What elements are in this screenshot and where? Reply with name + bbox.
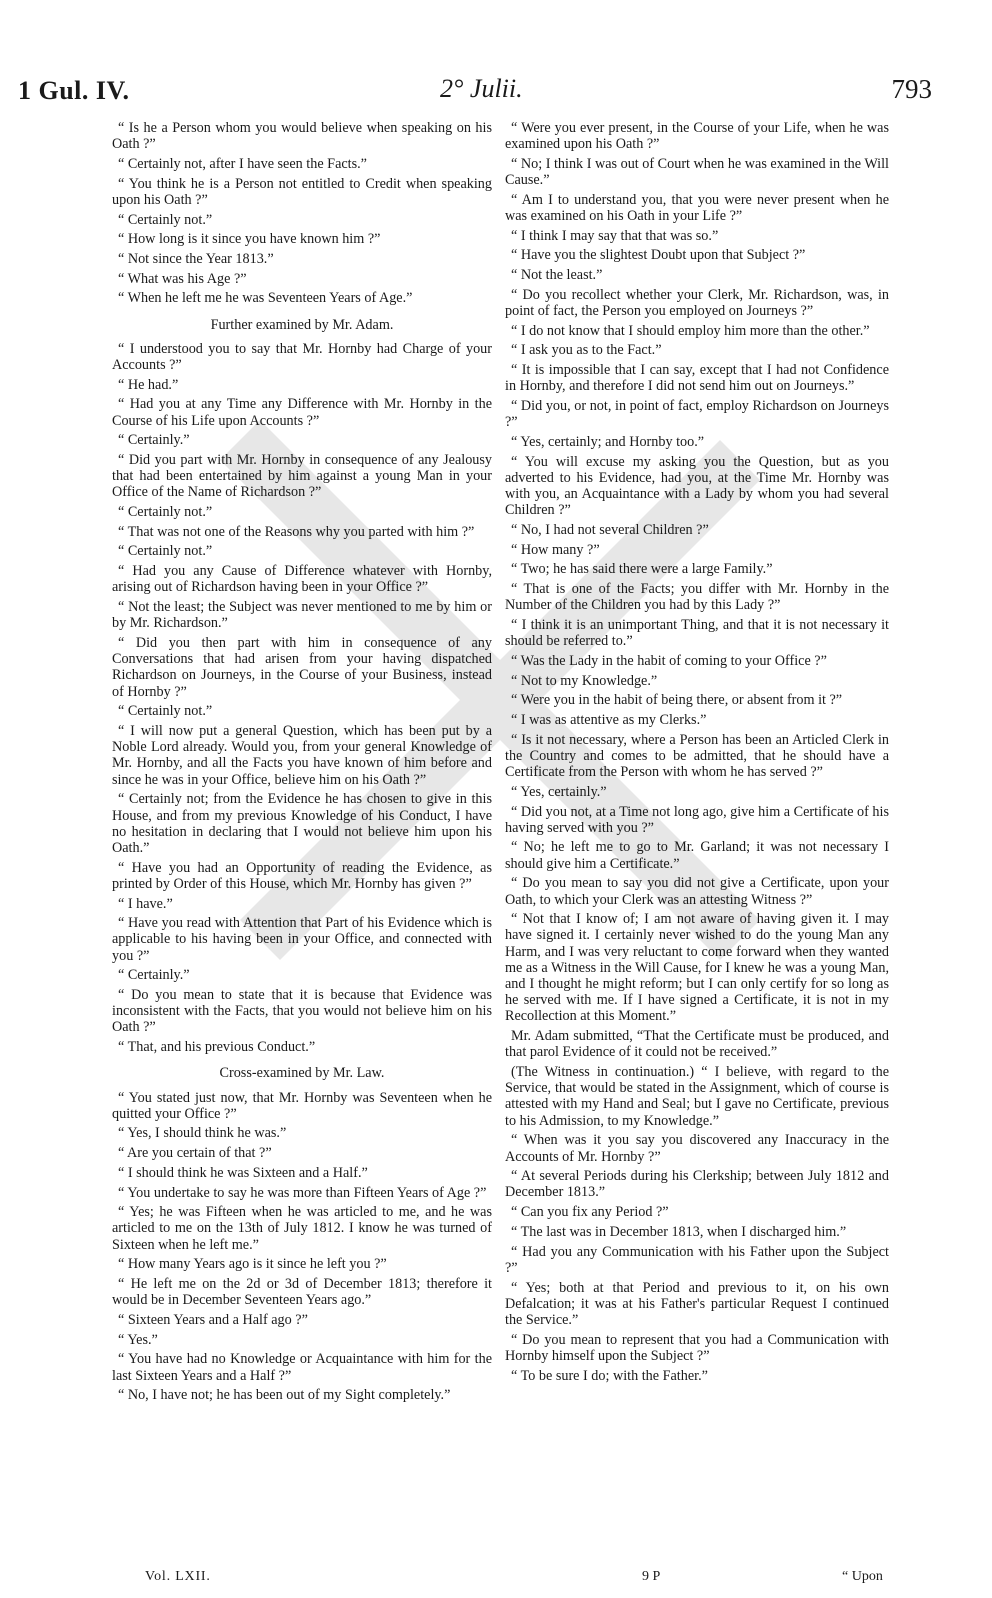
paragraph: “ Not the least; the Subject was never mentioned to me by him or by Mr. Richardson.” — [112, 599, 492, 632]
paragraph: “ He had.” — [118, 376, 179, 393]
paragraph: “ I have.” — [118, 895, 173, 912]
paragraph: “ I think it is an unimportant Thing, and that it is not necessary it should be referred to.” — [505, 616, 889, 650]
paragraph: “ No; I think I was out of Court when he was examined in the Will Cause.” — [505, 155, 889, 189]
paragraph: “ That is one of the Facts; you differ with Mr. Hornby in the Number of the Children you had by this Lady ?” — [505, 581, 889, 614]
paragraph: “ Certainly not, after I have seen the Facts.” — [118, 155, 367, 172]
paragraph: “ Certainly not.” — [118, 703, 213, 720]
paragraph: “ Was the Lady in the habit of coming to your Office ?” — [511, 652, 827, 669]
paragraph: “ Yes.” — [118, 1331, 158, 1348]
paragraph: “ Certainly not.” — [118, 504, 213, 521]
paragraph: “ It is impossible that I can say, except that I had not Confidence in Hornby, and therefore I did not send him out on Journeys.” — [505, 362, 889, 395]
paragraph: “ You undertake to say he was more than Fifteen Years of Age ?” — [118, 1184, 487, 1201]
paragraph: “ I should think he was Sixteen and a Half.” — [118, 1164, 368, 1181]
paragraph: “ Certainly not.” — [118, 211, 213, 228]
page-number: 793 — [891, 74, 932, 104]
paragraph: “ Not the least.” — [511, 267, 603, 284]
paragraph: “ Certainly not; from the Evidence he has chosen to give in this House, and from my previous Knowledge of his Conduct, I have no hesitation in declaring that I would not believe him upon his Oath.” — [112, 791, 492, 856]
paragraph: “ Had you at any Time any Difference with Mr. Hornby in the Course of his Life upon Accounts ?” — [112, 396, 492, 429]
paragraph: “ Do you recollect whether your Clerk, Mr. Richardson, was, in point of fact, the Person you employed on Journeys ?” — [505, 286, 889, 320]
paragraph: “ Is it not necessary, where a Person has been an Articled Clerk in the Country and comes to be admitted, that he should have a Certificate from the Person with whom he has served ?” — [505, 731, 889, 781]
paragraph: “ Are you certain of that ?” — [118, 1145, 272, 1162]
paragraph: “ I understood you to say that Mr. Hornby had Charge of your Accounts ?” — [112, 340, 492, 373]
paragraph: “ I ask you as to the Fact.” — [511, 342, 662, 359]
paragraph: “ I do not know that I should employ him more than the other.” — [511, 322, 870, 339]
paragraph: “ Certainly.” — [118, 432, 190, 449]
footer-signature: 9 P — [642, 1569, 661, 1584]
paragraph: “ To be sure I do; with the Father.” — [511, 1367, 708, 1384]
paragraph: “ No, I have not; he has been out of my Sight completely.” — [118, 1387, 451, 1404]
header-date: 2° Julii. — [440, 74, 523, 103]
paragraph: “ Yes, certainly; and Hornby too.” — [511, 433, 705, 450]
paragraph: “ What was his Age ?” — [118, 270, 247, 287]
paragraph: “ You will excuse my asking you the Question, but as you adverted to his Evidence, had you, at the Time Mr. Hornby was with you, an Acquaintance with a Lady by whom you had several Children ?” — [505, 453, 889, 519]
paragraph: “ Had you any Cause of Difference whatever with Hornby, arising out of Richardson having been in your Office ?” — [112, 563, 492, 596]
section-heading-cross-examined: Cross-examined by Mr. Law. — [219, 1065, 385, 1082]
paragraph: “ That, and his previous Conduct.” — [118, 1039, 316, 1056]
paragraph: “ Have you read with Attention that Part of his Evidence which is applicable to his having been in your Office, and connected with you ?” — [112, 915, 492, 964]
paragraph: “ Sixteen Years and a Half ago ?” — [118, 1312, 308, 1328]
paragraph: “ Not since the Year 1813.” — [118, 250, 274, 267]
paragraph: “ Two; he has said there were a large Family.” — [511, 561, 773, 578]
right-column — [505, 120, 889, 1387]
paragraph: “ Am I to understand you, that you were never present when he was examined on his Oath in your Life ?” — [505, 191, 889, 225]
paragraph: “ I was as attentive as my Clerks.” — [511, 712, 707, 728]
left-column — [112, 120, 492, 1407]
paragraph: “ Have you the slightest Doubt upon that Subject ?” — [511, 247, 806, 264]
paragraph: “ Not to my Knowledge.” — [511, 672, 658, 689]
paragraph: “ Do you mean to say you did not give a Certificate, upon your Oath, to which your Clerk was an attesting Witness ?” — [505, 875, 889, 908]
paragraph: “ Yes; he was Fifteen when he was articled to me, and he was articled to me on the 13th of July 1812. I know he was turned of Sixteen when he left me.” — [112, 1204, 492, 1253]
paragraph: “ Have you had an Opportunity of reading the Evidence, as printed by Order of this House, which Mr. Hornby has given ?” — [112, 859, 492, 892]
paragraph: “ That was not one of the Reasons why you parted with him ?” — [118, 523, 475, 540]
paragraph: “ Yes, I should think he was.” — [118, 1125, 287, 1142]
paragraph: “ Not that I know of; I am not aware of having given it. I may have signed it. I certainly never wished to do the young Man any Harm, and I was very reluctant to come forward when they wanted me as a Witness in the Will Cause, for I knew he was a young Man, and I thought he might reform; but I can only certify for so long as he served with me. If I have signed a Certificate, it is not in my Recollection at this Moment.” — [505, 911, 889, 1025]
footer-volume: Vol. LXII. — [145, 1569, 211, 1584]
paragraph: “ Did you part with Mr. Hornby in consequence of any Jealousy that had been entertained by him against a young Man in your Office of the Name of Richardson ?” — [112, 451, 492, 501]
footer-catchword: “ Upon — [842, 1569, 883, 1584]
section-heading-further-examined: Further examined by Mr. Adam. — [210, 316, 394, 333]
paragraph-submission: Mr. Adam submitted, “That the Certificate must be produced, and that parol Evidence of it could not be received.” — [505, 1028, 889, 1061]
paragraph: “ Do you mean to state that it is because that Evidence was inconsistent with the Facts, that you would not believe him on his Oath ?” — [112, 987, 492, 1036]
paragraph: “ You stated just now, that Mr. Hornby was Seventeen when he quitted your Office ?” — [112, 1089, 492, 1122]
paragraph: “ I think I may say that that was so.” — [511, 227, 719, 244]
paragraph: “ Certainly not.” — [118, 543, 213, 560]
header-regnal-year: 1 Gul. IV. — [18, 76, 130, 105]
paragraph: “ Were you ever present, in the Course of your Life, when he was examined upon his Oath ?” — [505, 120, 889, 153]
paragraph: “ You have had no Knowledge or Acquaintance with him for the last Sixteen Years and a Half ?” — [112, 1351, 492, 1384]
paragraph: “ The last was in December 1813, when I discharged him.” — [511, 1223, 847, 1240]
paragraph: “ When was it you say you discovered any Inaccuracy in the Accounts of Mr. Hornby ?” — [505, 1132, 889, 1165]
paragraph: “ Is he a Person whom you would believe when speaking on his Oath ?” — [112, 120, 492, 153]
paragraph: “ Did you not, at a Time not long ago, give him a Certificate of his having served with you ?” — [505, 803, 889, 836]
paragraph: “ I will now put a general Question, which has been put by a Noble Lord already. Would you, from your general Knowledge of Mr. Hornby, and all the Facts you have known of him before and since he was in your Office, believe him on his Oath ?” — [112, 723, 492, 788]
paragraph-continuation: (The Witness in continuation.) “ I believe, with regard to the Service, that would be stated in the Assignment, which of course is attested with my Hand and Seal; but I gave no Certificate, previous to his Admission, to my Knowledge.” — [505, 1064, 889, 1129]
paragraph: “ Certainly.” — [118, 967, 190, 984]
paragraph: “ Did you then part with him in consequence of any Conversations that had arisen from your having dispatched Richardson on Journeys, in the Course of your Business, instead of Hornby ?” — [112, 634, 492, 700]
paragraph: “ At several Periods during his Clerkship; between July 1812 and December 1813.” — [505, 1168, 889, 1201]
paragraph: “ Yes, certainly.” — [511, 783, 607, 800]
paragraph: “ No, I had not several Children ?” — [511, 521, 709, 538]
paragraph: “ When he left me he was Seventeen Years of Age.” — [118, 290, 413, 307]
paragraph: “ Had you any Communication with his Father upon the Subject ?” — [505, 1243, 889, 1276]
running-head — [0, 70, 992, 110]
paragraph: “ How many Years ago is it since he left you ?” — [118, 1256, 387, 1273]
paragraph: “ He left me on the 2d or 3d of December 1813; therefore it would be in December Seventeen Years ago.” — [112, 1276, 492, 1309]
paragraph: “ Did you, or not, in point of fact, employ Richardson on Journeys ?” — [505, 398, 889, 431]
paragraph: “ How long is it since you have known him ?” — [118, 231, 381, 248]
paragraph: “ Can you fix any Period ?” — [511, 1204, 669, 1221]
paragraph: “ Do you mean to represent that you had a Communication with Hornby himself upon the Subject ?” — [505, 1331, 889, 1364]
paragraph: “ No; he left me to go to Mr. Garland; it was not necessary I should give him a Certificate.” — [505, 839, 889, 872]
paragraph: “ Were you in the habit of being there, or absent from it ?” — [511, 692, 843, 709]
paragraph: “ Yes; both at that Period and previous to it, on his own Defalcation; it was at his Father's particular Request I continued the Service.” — [505, 1279, 889, 1328]
paragraph: “ You think he is a Person not entitled to Credit when speaking upon his Oath ?” — [112, 175, 492, 208]
paragraph: “ How many ?” — [511, 541, 600, 558]
